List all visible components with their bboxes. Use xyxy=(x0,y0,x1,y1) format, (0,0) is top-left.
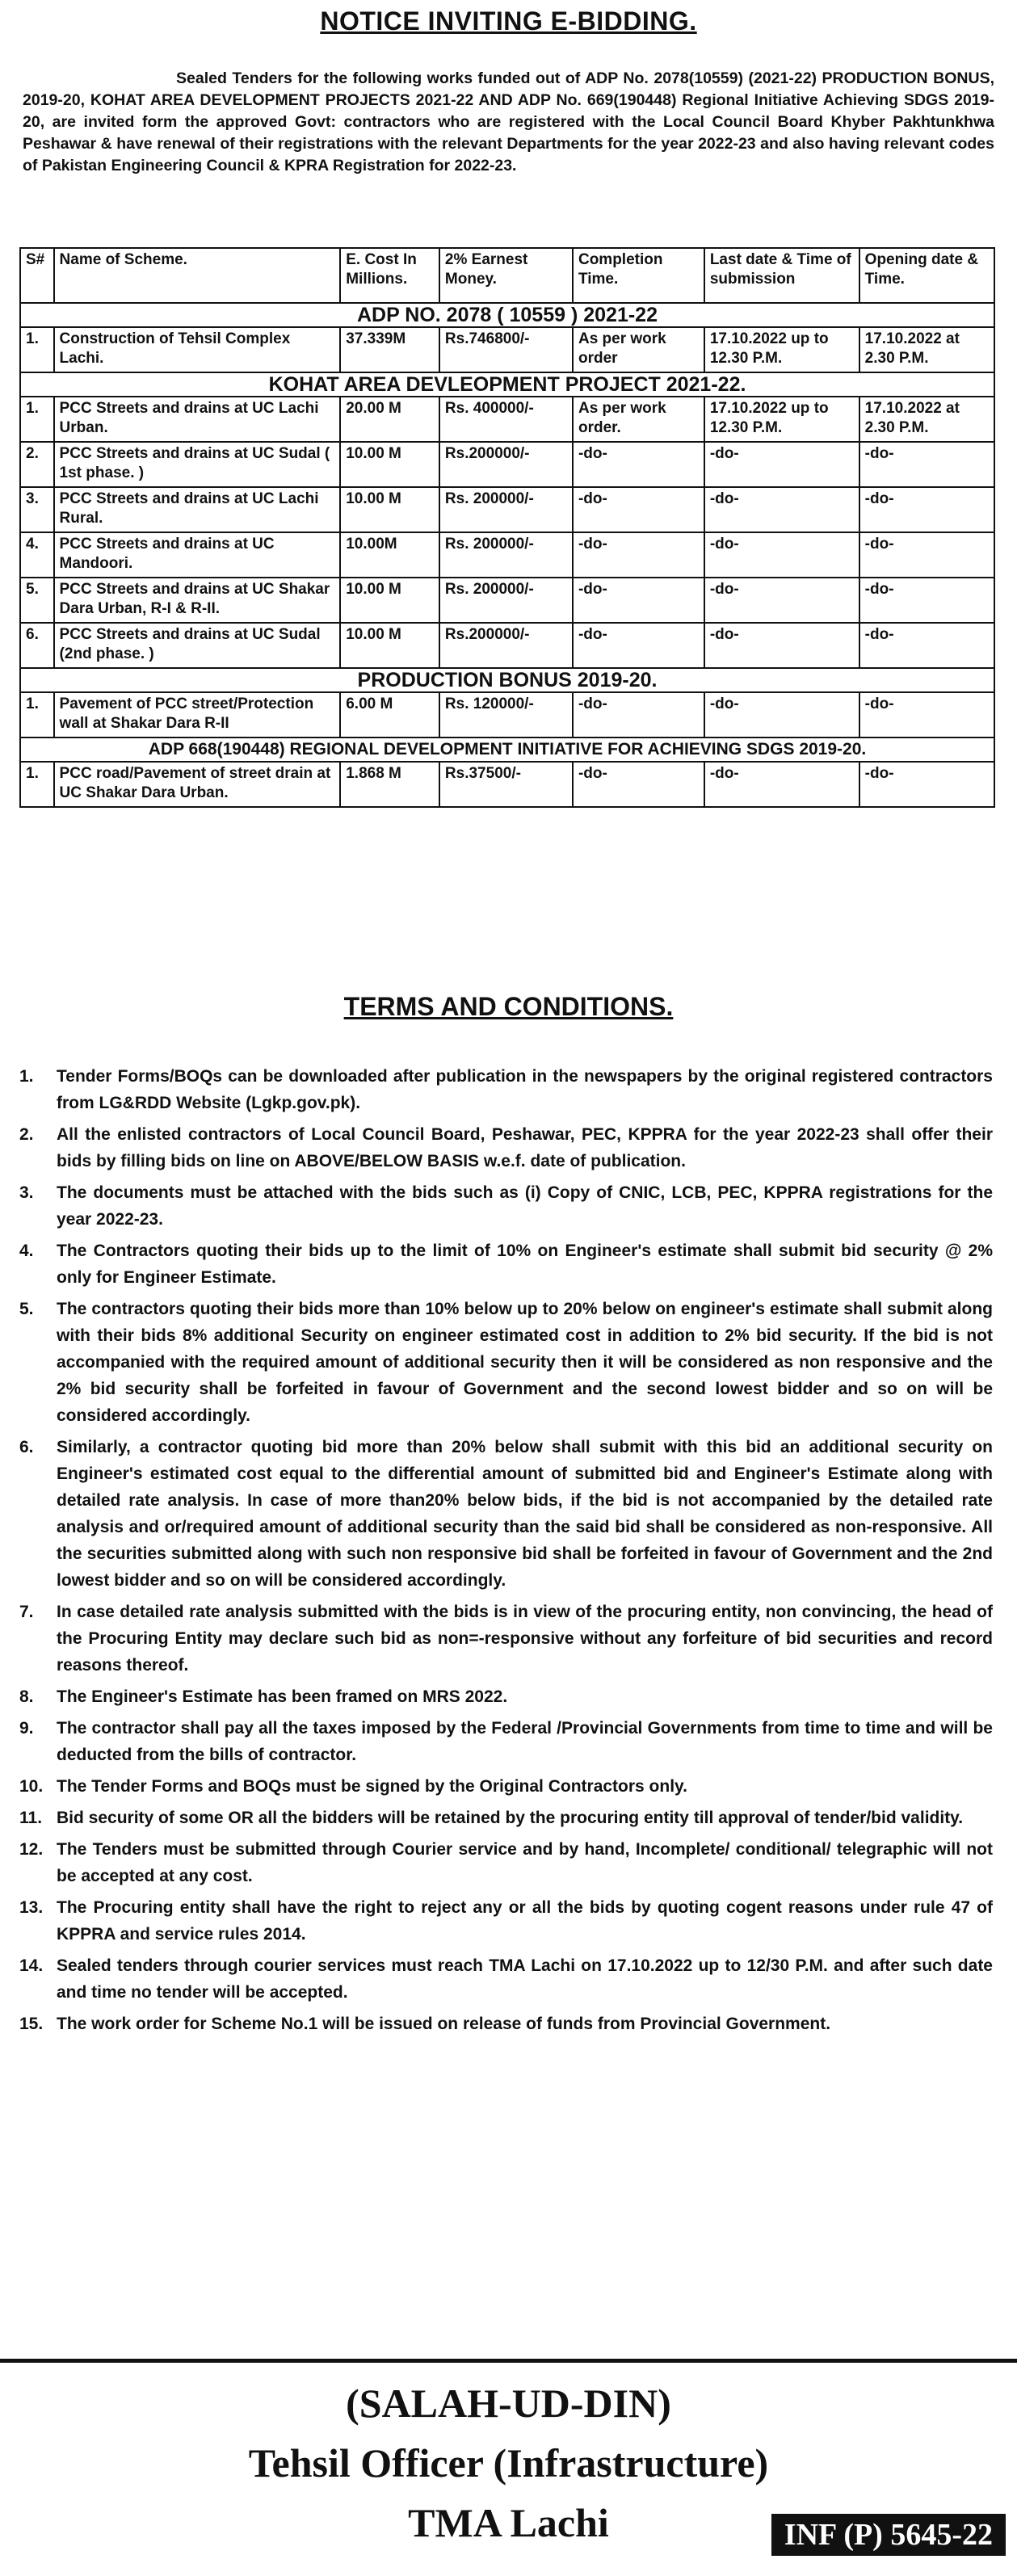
list-item xyxy=(19,1179,993,1233)
term-text: In case detailed rate analysis submitted with the bids is in view of the procuring entity, non convincing, the head of the Procuring Entity may declare such bid as non=-responsive without any forfeiture of bid securities and record reasons thereof. xyxy=(57,1603,993,1675)
cell-time: -do- xyxy=(573,578,704,623)
list-item xyxy=(19,1836,993,1889)
term-number: 4. xyxy=(19,1242,34,1260)
cell-last: -do- xyxy=(704,623,859,668)
term-text: The Engineer's Estimate has been framed on MRS 2022. xyxy=(57,1687,508,1706)
term-text: All the enlisted contractors of Local Council Board, Peshawar, PEC, KPPRA for the year 2022-23 shall offer their bids by filling bids on line on ABOVE/BELOW BASIS w.e.f. date of publication. xyxy=(57,1125,993,1170)
table-row xyxy=(20,397,994,442)
term-text: The contractors quoting their bids more than 10% below up to 20% below on engineer's estimate shall submit along with their bids 8% additional Security on engineer estimated cost in addition to 2% bid security. If the bid is not accompanied with the required amount of additional security then it will be considered as non responsive and the 2% bid security shall be forfeited in favour of Government and the second lowest bidder and so on will be considered accordingly. xyxy=(57,1300,993,1425)
signatory-name: (SALAH-UD-DIN) xyxy=(346,2381,671,2426)
signatory-office: TMA Lachi xyxy=(408,2500,609,2545)
cell-open: 17.10.2022 at 2.30 P.M. xyxy=(859,327,994,372)
cell-cost: 1.868 M xyxy=(340,762,439,807)
header-last: Last date & Time of submission xyxy=(704,248,859,303)
term-text: The Procuring entity shall have the right to reject any or all the bids by quoting cogent reasons under rule 47 of KPPRA and service rules 2014. xyxy=(57,1898,993,1944)
cell-open: -do- xyxy=(859,762,994,807)
section-heading-row xyxy=(20,372,994,397)
term-number: 12. xyxy=(19,1840,44,1859)
cell-time: -do- xyxy=(573,487,704,532)
term-text: The documents must be attached with the bids such as (i) Copy of CNIC, LCB, PEC, KPPRA registrations for the year 2022-23. xyxy=(57,1183,993,1229)
term-number: 9. xyxy=(19,1719,34,1738)
cell-time: As per work order. xyxy=(573,397,704,442)
table-row xyxy=(20,442,994,487)
cell-cost: 10.00 M xyxy=(340,487,439,532)
cell-money: Rs. 200000/- xyxy=(439,532,573,578)
list-item xyxy=(19,1296,993,1429)
cell-open: -do- xyxy=(859,578,994,623)
table-row xyxy=(20,578,994,623)
list-item xyxy=(19,1434,993,1594)
term-number: 14. xyxy=(19,1956,44,1975)
cell-sn: 1. xyxy=(20,327,54,372)
cell-name: PCC Streets and drains at UC Mandoori. xyxy=(54,532,341,578)
cell-name: PCC road/Pavement of street drain at UC Shakar Dara Urban. xyxy=(54,762,341,807)
cell-cost: 20.00 M xyxy=(340,397,439,442)
terms-title: TERMS AND CONDITIONS. xyxy=(343,992,674,1021)
cell-open: 17.10.2022 at 2.30 P.M. xyxy=(859,397,994,442)
list-item xyxy=(19,1238,993,1291)
term-text: The work order for Scheme No.1 will be issued on release of funds from Provincial Government. xyxy=(57,2015,831,2033)
cell-sn: 6. xyxy=(20,623,54,668)
table-header-row xyxy=(20,248,994,303)
list-item xyxy=(19,1599,993,1679)
cell-money: Rs.37500/- xyxy=(439,762,573,807)
cell-time: -do- xyxy=(573,623,704,668)
term-number: 2. xyxy=(19,1125,34,1144)
term-number: 6. xyxy=(19,1438,34,1456)
table-row xyxy=(20,532,994,578)
term-text: Bid security of some OR all the bidders will be retained by the procuring entity till approval of tender/bid validity. xyxy=(57,1809,964,1827)
table-row xyxy=(20,487,994,532)
term-text: The contractor shall pay all the taxes imposed by the Federal /Provincial Governments from time to time and will be deducted from the bills of contractor. xyxy=(57,1719,993,1764)
cell-last: -do- xyxy=(704,762,859,807)
cell-name: PCC Streets and drains at UC Sudal (2nd phase. ) xyxy=(54,623,341,668)
table-row xyxy=(20,762,994,807)
notice-title: NOTICE INVITING E-BIDDING. xyxy=(320,6,697,36)
cell-name: Pavement of PCC street/Protection wall at Shakar Dara R-II xyxy=(54,692,341,738)
term-number: 1. xyxy=(19,1067,34,1086)
cell-time: -do- xyxy=(573,532,704,578)
table-row xyxy=(20,692,994,738)
table-row xyxy=(20,327,994,372)
tender-table xyxy=(19,247,995,808)
section-heading-row xyxy=(20,738,994,762)
header-time: Completion Time. xyxy=(573,248,704,303)
term-number: 7. xyxy=(19,1603,34,1621)
term-text: The Tender Forms and BOQs must be signed by the Original Contractors only. xyxy=(57,1777,687,1796)
cell-open: -do- xyxy=(859,442,994,487)
cell-money: Rs.200000/- xyxy=(439,623,573,668)
section-heading: PRODUCTION BONUS 2019-20. xyxy=(20,668,994,692)
cell-time: -do- xyxy=(573,762,704,807)
section-heading-row xyxy=(20,668,994,692)
header-open: Opening date & Time. xyxy=(859,248,994,303)
cell-cost: 10.00M xyxy=(340,532,439,578)
reference-badge: INF (P) 5645-22 xyxy=(771,2514,1006,2556)
cell-open: -do- xyxy=(859,487,994,532)
term-text: Similarly, a contractor quoting bid more than 20% below shall submit with this bid an additional security on Engineer's estimated cost equal to the differential amount of submitted bid and Engineer's Estimate along with detailed rate analysis. In case of more than20% below bids, if the bid is not accompanied by the detailed rate analysis and or/required amount of additional security than the said bid shall be considered as non-responsive. All the securities submitted along with such non responsive bid shall be forfeited in favour of Government and the 2nd lowest bidder and so on will be considered accordingly. xyxy=(57,1438,993,1590)
cell-last: -do- xyxy=(704,442,859,487)
cell-cost: 10.00 M xyxy=(340,623,439,668)
signatory-designation: Tehsil Officer (Infrastructure) xyxy=(248,2440,769,2486)
term-number: 5. xyxy=(19,1300,34,1318)
cell-money: Rs.200000/- xyxy=(439,442,573,487)
cell-sn: 3. xyxy=(20,487,54,532)
cell-money: Rs. 200000/- xyxy=(439,578,573,623)
cell-sn: 1. xyxy=(20,397,54,442)
cell-open: -do- xyxy=(859,692,994,738)
divider xyxy=(0,2359,1017,2363)
cell-name: PCC Streets and drains at UC Lachi Rural. xyxy=(54,487,341,532)
list-item xyxy=(19,1121,993,1175)
term-text: Tender Forms/BOQs can be downloaded after publication in the newspapers by the original registered contractors from LG&RDD Website (Lgkp.gov.pk). xyxy=(57,1067,993,1112)
section-heading-row xyxy=(20,303,994,327)
cell-money: Rs. 200000/- xyxy=(439,487,573,532)
cell-sn: 4. xyxy=(20,532,54,578)
section-heading: ADP 668(190448) REGIONAL DEVELOPMENT INITIATIVE FOR ACHIEVING SDGS 2019-20. xyxy=(20,738,994,762)
cell-open: -do- xyxy=(859,623,994,668)
cell-money: Rs. 120000/- xyxy=(439,692,573,738)
cell-sn: 1. xyxy=(20,692,54,738)
section-heading: ADP NO. 2078 ( 10559 ) 2021-22 xyxy=(20,303,994,327)
term-text: Sealed tenders through courier services must reach TMA Lachi on 17.10.2022 up to 12/30 P.M. and after such date and time no tender will be accepted. xyxy=(57,1956,993,2002)
cell-last: 17.10.2022 up to 12.30 P.M. xyxy=(704,397,859,442)
cell-cost: 37.339M xyxy=(340,327,439,372)
term-number: 15. xyxy=(19,2015,44,2033)
cell-sn: 2. xyxy=(20,442,54,487)
term-number: 11. xyxy=(19,1809,43,1827)
cell-open: -do- xyxy=(859,532,994,578)
header-sn: S# xyxy=(20,248,54,303)
cell-last: -do- xyxy=(704,487,859,532)
term-text: The Contractors quoting their bids up to the limit of 10% on Engineer's estimate shall submit bid security @ 2% only for Engineer Estimate. xyxy=(57,1242,993,1287)
list-item xyxy=(19,1063,993,1116)
list-item xyxy=(19,1683,993,1710)
header-cost: E. Cost In Millions. xyxy=(340,248,439,303)
cell-time: -do- xyxy=(573,692,704,738)
cell-name: PCC Streets and drains at UC Sudal ( 1st phase. ) xyxy=(54,442,341,487)
cell-name: Construction of Tehsil Complex Lachi. xyxy=(54,327,341,372)
list-item xyxy=(19,1952,993,2006)
header-name: Name of Scheme. xyxy=(54,248,341,303)
terms-list xyxy=(19,1063,993,2042)
table-row xyxy=(20,623,994,668)
term-number: 8. xyxy=(19,1687,34,1706)
cell-last: -do- xyxy=(704,532,859,578)
cell-name: PCC Streets and drains at UC Shakar Dara Urban, R-I & R-II. xyxy=(54,578,341,623)
cell-money: Rs. 400000/- xyxy=(439,397,573,442)
list-item xyxy=(19,1894,993,1948)
term-text: The Tenders must be submitted through Courier service and by hand, Incomplete/ conditional/ telegraphic will not be accepted at any cost. xyxy=(57,1840,993,1885)
term-number: 10. xyxy=(19,1777,44,1796)
cell-last: -do- xyxy=(704,692,859,738)
cell-money: Rs.746800/- xyxy=(439,327,573,372)
intro-paragraph: Sealed Tenders for the following works funded out of ADP No. 2078(10559) (2021-22) PRODUCTION BONUS, 2019-20, KOHAT AREA DEVELOPMENT PROJECTS 2021-22 AND ADP No. 669(190448) Regional Initiative Achieving SDGS 2019-20, are invited form the approved Govt: contractors who are registered with the Local Council Board Khyber Pakhtunkhwa Peshawar & have renewal of their registrations with the relevant Departments for the year 2022-23 and also having relevant codes of Pakistan Engineering Council & KPRA Registration for 2022-23. xyxy=(23,69,994,174)
cell-cost: 6.00 M xyxy=(340,692,439,738)
cell-name: PCC Streets and drains at UC Lachi Urban. xyxy=(54,397,341,442)
cell-time: -do- xyxy=(573,442,704,487)
list-item xyxy=(19,2011,993,2037)
cell-cost: 10.00 M xyxy=(340,578,439,623)
cell-last: -do- xyxy=(704,578,859,623)
term-number: 13. xyxy=(19,1898,44,1917)
header-money: 2% Earnest Money. xyxy=(439,248,573,303)
cell-sn: 5. xyxy=(20,578,54,623)
cell-time: As per work order xyxy=(573,327,704,372)
list-item xyxy=(19,1805,993,1831)
list-item xyxy=(19,1773,993,1800)
cell-sn: 1. xyxy=(20,762,54,807)
list-item xyxy=(19,1715,993,1768)
cell-last: 17.10.2022 up to 12.30 P.M. xyxy=(704,327,859,372)
section-heading: KOHAT AREA DEVLEOPMENT PROJECT 2021-22. xyxy=(20,372,994,397)
term-number: 3. xyxy=(19,1183,34,1202)
cell-cost: 10.00 M xyxy=(340,442,439,487)
